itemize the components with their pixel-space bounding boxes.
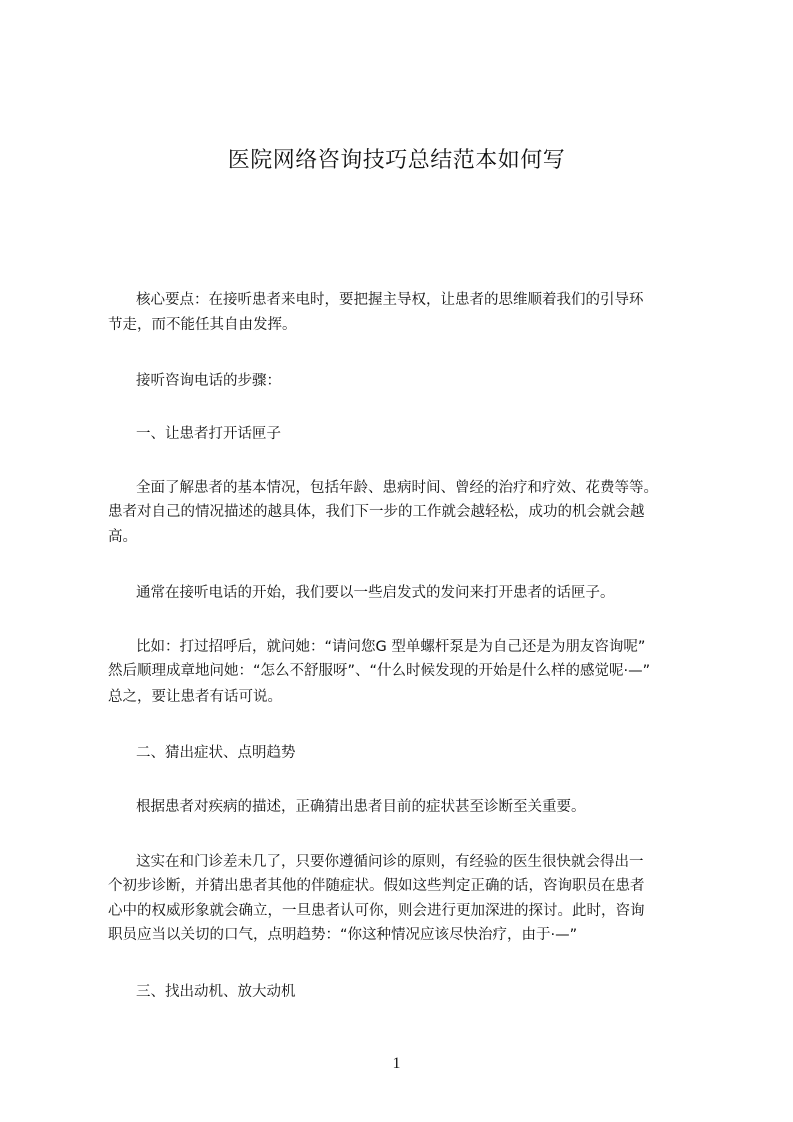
text-line: 接听咨询电话的步骤： [136,373,281,389]
page-number: 1 [392,1055,401,1072]
text-line: 职员应当以关切的口气，点明趋势：“你这种情况应该尽快治疗，由于·—” [108,927,578,943]
text-line: 核心要点：在接听患者来电时，要把握主导权，让患者的思维顺着我们的引导环 [136,292,644,308]
text-line: 根据患者对疾病的描述，正确猜出患者目前的症状甚至诊断至关重要。 [136,799,586,815]
text-line: 节走，而不能任其自由发挥。 [108,317,297,333]
text-line: 患者对自己的情况描述的越具体，我们下一步的工作就会越轻松，成功的机会就会越 [108,504,645,520]
text-line: 这实在和门诊差未几了，只要你遵循问诊的原则，有经验的医生很快就会得出一 [136,854,644,870]
text-line: 高。 [108,529,137,545]
text-line: 心中的权威形象就会确立，一旦患者认可你，则会进行更加深进的探讨。此时，咨询 [108,903,645,919]
section-heading: 二、猜出症状、点明趋势 [136,745,296,761]
text-line: 总之，要让患者有话可说。 [108,689,282,705]
text-line: 全面了解患者的基本情况，包括年龄、患病时间、曾经的治疗和疗效、花费等等。 [136,480,658,496]
section-heading: 一、让患者打开话匣子 [136,426,281,442]
text-line: 通常在接听电话的开始，我们要以一些启发式的发问来打开患者的话匣子。 [136,585,615,601]
document-title: 医院网络咨询技巧总结范本如何写 [227,148,566,173]
text-line: 然后顺理成章地问她：“怎么不舒服呀”、“什么时候发现的开始是什么样的感觉呢·—” [108,663,651,679]
text-line: 个初步诊断，并猜出患者其他的伴随症状。假如这些判定正确的话，咨询职员在患者 [108,878,645,894]
section-heading: 三、找出动机、放大动机 [136,984,296,1000]
text-line: 比如：打过招呼后，就问她：“请问您G 型单螺杆泵是为自己还是为朋友咨询呢” [136,639,646,655]
